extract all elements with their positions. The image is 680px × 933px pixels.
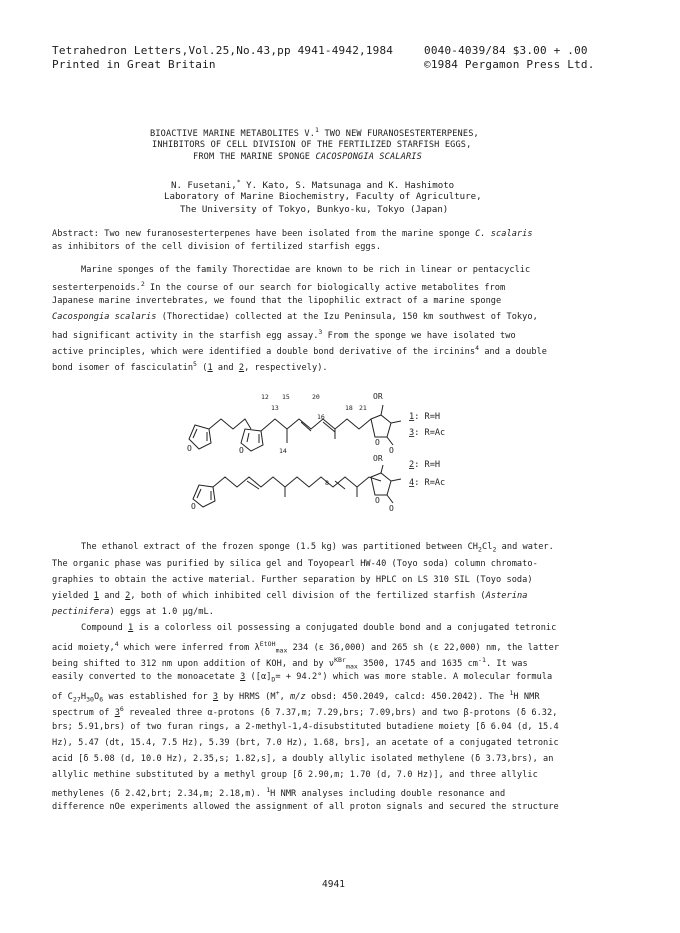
para1-line: Marine sponges of the family Thorectidae are known to be rich in linear or pentacyclic [81,265,531,275]
para2-line: graphies to obtain the active material. Further separation by HPLC on LS 310 SIL (Toyo soda) [52,575,533,585]
atom-number: 15 [282,393,290,401]
para3-line: easily converted to the monoacetate 3 $([\alpha]_D= + 94.2^\circ)$ which was more stable. A molecular formula [52,672,553,684]
title-line-2: INHIBITORS OF CELL DIVISION OF THE FERTILIZED STARFISH EGGS, [152,140,472,150]
para1-line: Japanese marine invertebrates, we found that the lipophilic extract of a marine sponge [52,296,502,306]
atom-number: 8 [325,479,329,487]
or-group: OR [373,454,383,463]
para3-line: allylic methine substituted by a methyl group [δ 2.90,m; 1.70 (d, 7.0 Hz)], and three allylic [52,770,538,780]
para1-line: bond isomer of fasciculatin$^5$ (1 and 2, respectively). [52,360,328,373]
affiliation-2: The University of Tokyo, Bunkyo-ku, Tokyo (Japan) [180,205,449,215]
para3-line: spectrum of $3^6$ revealed three α-protons (δ 7.37,m; 7.29,brs; 7.09,brs) and two β-protons (δ 6.32, [52,705,558,718]
atom-number: 16 [317,413,325,421]
para2-line: The organic phase was purified by silica gel and Toyopearl HW-40 (Toyo soda) column chromato- [52,559,538,569]
oxygen-atom: O [187,444,192,453]
chemical-structures [185,385,485,525]
atom-number: 20 [312,393,320,401]
or-group: OR [373,392,383,401]
authors: N. Fusetani,* Y. Kato, S. Matsunaga and K. Hashimoto [171,178,455,192]
para3-line: acid [δ 5.08 (d, 10.0 Hz), 2.35,s; 1.82,s], a doubly allylic isolated methylene (δ 3.73,brs), an [52,754,554,764]
para3-line: methylenes (δ 2.42,brt; 2.34,m; 2.18,m). $^1$H NMR analyses including double resonance and [52,786,506,799]
para2-line: The ethanol extract of the frozen sponge (1.5 kg) was partitioned between $CH_2Cl_2$ and water. [81,542,554,554]
printed-in: Printed in Great Britain [52,58,216,71]
oxygen-atom: O [389,446,394,455]
para1-line: sesterterpenoids.$^2$ In the course of our search for biologically active metabolites from [52,280,506,293]
abstract-line-1: Abstract: Two new furanosesterterpenes have been isolated from the marine sponge C. scalaris [52,229,533,239]
furan-ring-1 [189,425,211,449]
para1-line: Cacospongia scalaris (Thorectidae) collected at the Izu Peninsula, 150 km southwest of Tokyo, [52,312,538,322]
para3-line: Compound 1 is a colorless oil possessing a conjugated double bond and a conjugated tetronic [81,623,557,633]
para3-line: of $C_{27}H_{30}O_6$ was established for 3 by HRMS (M+, m/z obsd: 450.2049, calcd: 450.2042). The $^1$H NMR [52,689,540,704]
journal-citation: Tetrahedron Letters,Vol.25,No.43,pp 4941-4942,1984 [52,44,394,57]
atom-number: 12 [261,393,269,401]
affiliation-1: Laboratory of Marine Biochemistry, Faculty of Agriculture, [164,192,482,202]
oxygen-atom: O [375,496,380,505]
compound-label: 3: R=Ac [409,428,446,438]
compound-label: 1: R=H [409,412,441,422]
furan-ring-3 [193,485,215,507]
compound-label: 2: R=H [409,460,441,470]
para3-line: Hz), 5.47 (dt, 15.4, 7.5 Hz), 5.39 (brt, 7.0 Hz), 1.68, brs], an acetate of a conjugated tetronic [52,738,559,748]
compound-label: 4: R=Ac [409,478,446,488]
title-line-1: BIOACTIVE MARINE METABOLITES V.$^1$ TWO NEW FURANOSESTERTERPENES, [150,126,479,139]
oxygen-atom: O [239,446,244,455]
oxygen-atom: O [389,504,394,513]
oxygen-atom: O [375,438,380,447]
atom-number: 21 [359,404,367,412]
furan-ring-2 [241,429,263,451]
abstract-line-2: as inhibitors of the cell division of fertilized starfish eggs. [52,242,382,252]
para3-line: difference nOe experiments allowed the assignment of all proton signals and secured the structure [52,802,559,812]
para2-line: yielded 1 and 2, both of which inhibited cell division of the fertilized starfish (Asterina [52,591,528,601]
para3-line: being shifted to 312 nm upon addition of KOH, and by $\nu^{KBr}_{max}$ 3500, 1745 and 1635 $cm^{-1}$. It was [52,656,528,671]
para2-line: pectinifera) eggs at 1.0 µg/mL. [52,607,214,617]
atom-number: 14 [279,447,287,455]
para1-line: had significant activity in the starfish egg assay.$^3$ From the sponge we have isolated two [52,328,516,341]
atom-number: 18 [345,404,353,412]
page-number: 4941 [322,879,346,890]
copyright: ©1984 Pergamon Press Ltd. [424,58,595,71]
title-line-3: FROM THE MARINE SPONGE CACOSPONGIA SCALARIS [193,152,422,162]
oxygen-atom: O [191,502,196,511]
para1-line: active principles, which were identified a double bond derivative of the ircinins$^4$ and a double [52,344,548,357]
atom-number: 13 [271,404,279,412]
para3-line: acid moiety,$^4$ which were inferred from $\lambda^{EtOH}_{max}$ 234 (ε 36,000) and 265 sh (ε 22,000) nm, the latter [52,640,560,655]
issn-price: 0040-4039/84 $3.00 + .00 [424,44,588,57]
para3-line: brs; 5.91,brs) of two furan rings, a 2-methyl-1,4-disubstituted butadiene moiety [δ 6.04 (d, 15.4 [52,722,559,732]
